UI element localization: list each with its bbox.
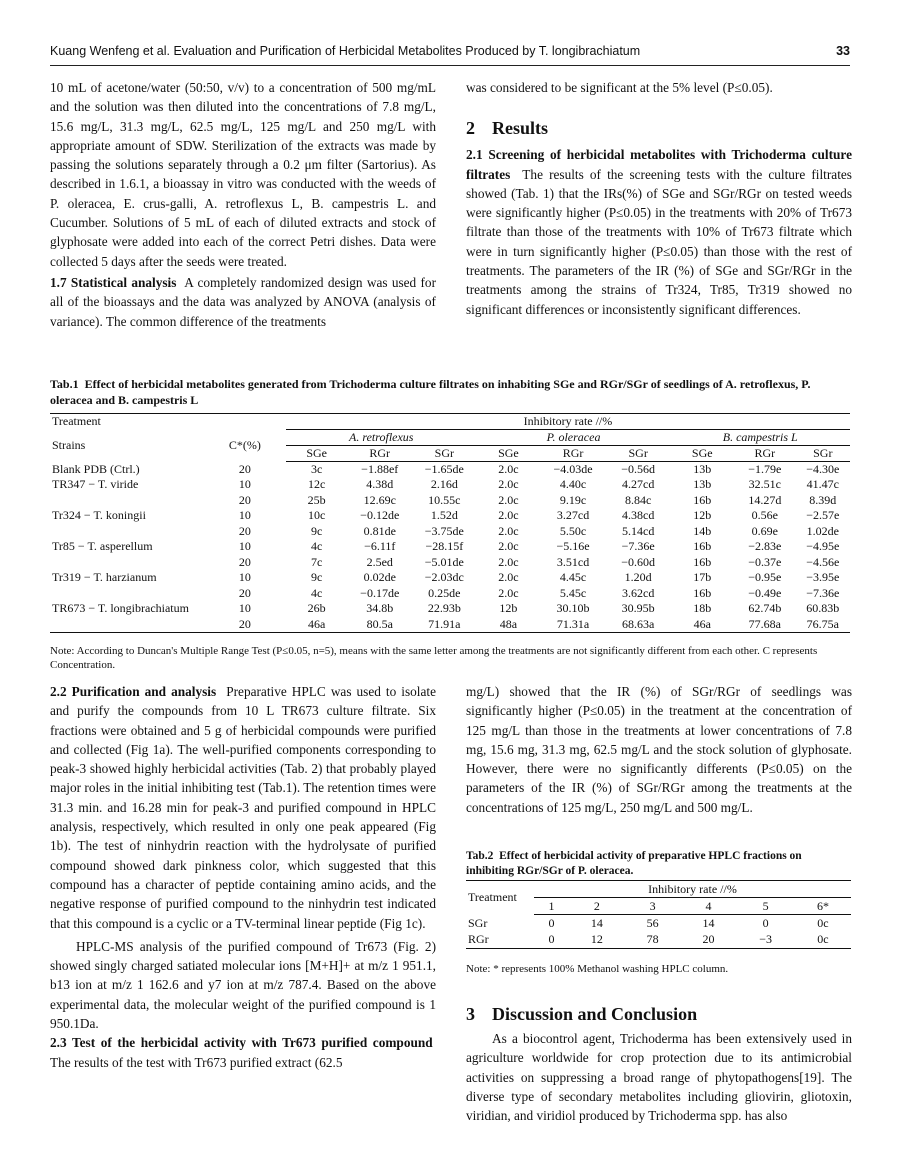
table1-row xyxy=(50,586,850,602)
table1-cell-value: −6.11f xyxy=(364,539,396,554)
table1-cell-value: −0.12de xyxy=(360,508,400,523)
table1-cell-strain: TR347 − T. viride xyxy=(52,477,139,492)
section-2-2-heading: 2.2 Purification and analysis xyxy=(50,684,217,699)
table1-cell-value: 12c xyxy=(307,477,326,492)
table1-cell-value: 0.69e xyxy=(751,523,778,538)
table1-cell-value: 3c xyxy=(310,462,323,476)
table1-cell-value: 2.0c xyxy=(498,554,519,569)
table2-cell-value: 0 xyxy=(762,915,769,930)
table1-cell-value: 22.93b xyxy=(427,601,461,616)
table1-cell-value: 9.19c xyxy=(559,492,587,507)
table1-cell-value: 10c xyxy=(307,508,326,523)
section-2-1 xyxy=(466,145,852,319)
table1-row xyxy=(50,601,850,617)
table1-cell-value: 9c xyxy=(310,570,323,585)
table1-cell-value: 13b xyxy=(693,477,712,492)
section-3-title: Discussion and Conclusion xyxy=(492,1004,698,1024)
table1-cell-value: 76.75a xyxy=(796,617,850,633)
table1-cell-value: 4.38d xyxy=(366,477,394,492)
table1-cell-value: 62.74b xyxy=(748,601,782,616)
table1-cell-value: 25b xyxy=(307,492,326,507)
section-2-3 xyxy=(50,1033,436,1072)
table2-caption-text: Effect of herbicidal activity of preparative HPLC fractions on inhibiting RGr/SGr of P. oleracea. xyxy=(466,850,802,877)
table1-cell-value: 4.27cd xyxy=(622,477,655,492)
table1-header-concentration: C*(%) xyxy=(228,438,261,452)
table1-subheader-sgr: SGr xyxy=(796,446,850,462)
table1-cell-value: 71.91a xyxy=(412,617,477,633)
table2-cell-value: 20 xyxy=(681,932,737,949)
table1-cell-value: −3.75de xyxy=(424,523,464,538)
section-2-1-heading: 2.1 Screening of herbicidal metabolites with Trichoderma culture filtrates xyxy=(466,147,852,182)
section-2-2-body: Preparative HPLC was used to isolate and purify the compounds from 10 L TR673 culture filtrate. Six fractions were obtained and 5 g of herbicidal compounds were purified and collected (Fig 1a). The well-purified components corresponding to peak-3 showed highly herbicidal activities (Tab. 2) that probably played major roles in the initial inhibiting test (Tab.1). The retention times were 31.3 min. and 16.28 min for peak-3 and purified compound in HPLC analysis, respectively, which resulted in only one peak appeared (Fig 1b). The test of ninhydrin reaction with the hydrolysate of purified compound showed dark pinkness color, which suggested that this compound has a character of peptide containing amino acids, and the negative response of purified compound to the ninhydrin test indicated that this compound is a cyclic or a TV-terminal linear peptide (Fig 1c). xyxy=(50,684,437,931)
table1-subheader-rgr: RGr xyxy=(734,446,796,462)
table1-cell-value: 0.25de xyxy=(428,585,461,600)
table1-cell-value: 5.14cd xyxy=(622,523,655,538)
left-column-bottom xyxy=(50,682,436,1072)
table1-cell-value: 1.52d xyxy=(430,508,458,523)
section-1-7-body: A completely randomized design was used for all of the bioassays and the data was analyzed by ANOVA (analysis of variance). The common difference of the treatments xyxy=(50,274,437,329)
table1-cell-value: 2.5ed xyxy=(366,554,393,569)
table1-cell-value: −2.57e xyxy=(806,508,840,523)
table1-cell-value: −7.36e xyxy=(621,539,655,554)
table1-cell-value: 4.45c xyxy=(559,570,587,585)
section-2-2 xyxy=(50,682,436,933)
table1-cell-value: 8.84c xyxy=(625,492,652,507)
table1-cell-value: −0.17de xyxy=(360,585,400,600)
table1-cell-value: 16b xyxy=(693,539,712,554)
table1-cell-value: 26b xyxy=(307,601,326,616)
table2-cell-value: 14 xyxy=(590,915,603,930)
table1-label: Tab.1 xyxy=(50,377,79,391)
table1-cell-concentration: 10 xyxy=(238,508,251,523)
section-2-3-body: The results of the test with Tr673 purified extract (62.5 xyxy=(50,1054,343,1070)
table1-subheader-rgr: RGr xyxy=(540,446,606,462)
running-header xyxy=(50,36,850,66)
table2-cell-value: 56 xyxy=(646,915,659,930)
table1-subheader-sgr: SGr xyxy=(606,446,671,462)
table1-cell-strain: Tr85 − T. asperellum xyxy=(52,539,153,554)
table1-cell-value: −1.65de xyxy=(424,462,464,476)
table1-row xyxy=(50,493,850,509)
table1-species-3: B. campestris L xyxy=(670,430,850,446)
section-3 xyxy=(466,1002,852,1125)
table1-cell-value: 41.47c xyxy=(806,477,839,492)
table1-cell-value: 2.16d xyxy=(430,477,458,492)
table1-cell-value: 9c xyxy=(310,523,323,538)
table1-cell-value: 10.55c xyxy=(428,492,461,507)
table1-cell-value: 46a xyxy=(286,617,348,633)
table1-cell-value: 60.83b xyxy=(806,601,840,616)
table1-cell-strain xyxy=(50,586,204,602)
section-2-1-body: The results of the screening tests with the culture filtrates showed (Tab. 1) that the IRs(%) of SGe and SGr/RGr on tested weeds were significantly higher (P≤0.05) in the treatments with 20% of Tr673 filtrate than those of the treatments with 10% of Tr673 filtrate which were in turn significantly higher (P≤0.05) than those with the rest of treatments. The parameters of the IR (%) of SGe and SGr/RGr in the treatments among the strains of Tr324, Tr85, Tr319 showed no significant differences or inconsistently significant differences. xyxy=(466,166,852,317)
table2-cell-name: SGr xyxy=(468,915,488,930)
section-1-7 xyxy=(50,273,436,331)
table2-cell-value: 0c xyxy=(817,915,829,930)
table1-cell-value: 32.51c xyxy=(748,477,781,492)
table1-cell-value: 4c xyxy=(310,585,323,600)
table1-subheader-rgr: RGr xyxy=(347,446,412,462)
section-2-3-heading: 2.3 Test of the herbicidal activity with Tr673 purified compound xyxy=(50,1035,433,1051)
table2-col-header: 2 xyxy=(569,898,625,915)
table1-cell-value: 3.51cd xyxy=(556,554,590,569)
table2-note: Note: * represents 100% Methanol washing HPLC column. xyxy=(466,963,729,975)
table1-cell-value: 4c xyxy=(310,539,323,554)
table1-cell-value: −1.88ef xyxy=(361,462,399,476)
table1-cell-value: 30.10b xyxy=(556,601,590,616)
table1-cell-concentration: 20 xyxy=(238,554,251,569)
table1-cell-strain xyxy=(50,617,204,633)
running-title: Kuang Wenfeng et al. Evaluation and Purification of Herbicidal Metabolites Produced by T. longibrachiatum xyxy=(50,44,641,58)
table1-cell-value: 48a xyxy=(477,617,541,633)
table1-cell-value: −0.56d xyxy=(621,462,656,476)
paragraph-significance: was considered to be significant at the 5% level (P≤0.05). xyxy=(466,80,773,95)
page-number: 33 xyxy=(836,44,850,58)
paragraph-discussion: As a biocontrol agent, Trichoderma has been extensively used in agriculture worldwide for crop protection due to its antimicrobial activities on suppressing a broad range of phytopathogens[19]. The diverse type of secondary metabolites including gliovirin, gliotoxin, viridian, and viridiol produced by Trichoderma spp. has also xyxy=(466,1031,852,1124)
table1-cell-value: 1.20d xyxy=(624,570,652,585)
table1-cell-value: 80.5a xyxy=(347,617,412,633)
table2-col-header: 4 xyxy=(681,898,737,915)
table1-species-1: A. retroflexus xyxy=(286,430,477,446)
table1-cell-value: −4.30e xyxy=(806,462,840,476)
table1-cell-concentration: 20 xyxy=(238,492,251,507)
table1-cell-value: 68.63a xyxy=(606,617,671,633)
table2-cell-value: −3 xyxy=(736,932,795,949)
section-3-heading xyxy=(466,1002,852,1026)
table1-cell-value: 77.68a xyxy=(734,617,796,633)
table1-cell-value: 12.69c xyxy=(363,492,396,507)
table1-cell-value: 71.31a xyxy=(540,617,606,633)
table1-cell-value: 2.0c xyxy=(498,523,519,538)
table1-cell-value: −3.95e xyxy=(806,570,840,585)
table1-cell-concentration: 10 xyxy=(238,570,251,585)
table1-cell-value: 18b xyxy=(693,601,712,616)
table2-col-header: 5 xyxy=(736,898,795,915)
paragraph-2-3-cont: mg/L) showed that the IR (%) of SGr/RGr of seedlings was significantly higher (P≤0.05) in the treatment at the concentration of 125 mg/L than those in the treatments at lower concentrations of 7.8 mg, 15.6 mg, 31.3 mg, 62.5 mg/L and the stock solution of glyphosate. However, there were no significantly differents (P≤0.05) on the parameters of the IR (%) of SGr/RGr among the treatments at the concentrations of 125 mg/L, 250 mg/L and 500 mg/L. xyxy=(466,684,852,815)
table1-cell-concentration: 10 xyxy=(238,477,251,492)
table1-row xyxy=(50,477,850,493)
paragraph-methods-cont: 10 mL of acetone/water (50:50, v/v) to a concentration of 500 mg/mL and the solution was then diluted into the concentrations of 7.8 mg/L, 15.6 mg/L, 31.3 mg/L, 62.5 mg/L, 125 mg/L and 250 mg/L with appropriate amount of SDW. Sterilization of the extracts was made by passing the solutions separately through a 0.2 μm filter (Sartorius). As described in 1.6.1, a bioassay in vitro was conducted with the weeds of P. oleracea, E. crus-galli, A. retroflexus L, B. campestris L. and Cucumber. Solutions of 5 mL of each of diluted extracts and stock of glyphosate were added into each of the correct Petri dishes. Data were collected 5 days after the seeds were treated. xyxy=(50,80,436,269)
table1-cell-value: 0.56e xyxy=(751,508,778,523)
table1-cell-value: 13b xyxy=(693,462,712,476)
table2-cell-value: 12 xyxy=(569,932,625,949)
table1-cell-value: 14b xyxy=(693,523,712,538)
table2-caption xyxy=(466,849,852,879)
table1-note: Note: According to Duncan's Multiple Range Test (P≤0.05, n=5), means with the same letter among the treatments are not significantly different from each other. C represents Concentration. xyxy=(50,645,818,671)
table2-cell-value: 0 xyxy=(534,932,569,949)
table2-header-treatment: Treatment xyxy=(466,881,534,915)
table1-cell-value: −5.01de xyxy=(424,554,464,569)
table1-cell-concentration: 20 xyxy=(204,617,286,633)
table1-cell-value: 3.62cd xyxy=(622,585,655,600)
table1-cell-value: 5.50c xyxy=(559,523,587,538)
table1-cell-concentration: 20 xyxy=(238,523,251,538)
table1-cell-value: 4.40c xyxy=(559,477,587,492)
table1-cell-strain xyxy=(50,555,204,571)
table1-cell-value: −1.79e xyxy=(748,462,782,476)
table2-cell-value: 0c xyxy=(795,932,851,949)
table1 xyxy=(50,413,850,633)
table2-col-header: 6* xyxy=(795,898,851,915)
table1-cell-value: 12b xyxy=(499,601,518,616)
table1-caption-text: Effect of herbicidal metabolites generated from Trichoderma culture filtrates on inhabiting SGe and RGr/SGr of seedlings of A. retroflexus, P. oleracea and B. campestris L xyxy=(50,377,811,407)
table1-cell-value: −2.83e xyxy=(748,539,782,554)
table1-cell-value: 12b xyxy=(693,508,712,523)
table1-header-strains: Strains xyxy=(52,438,86,452)
table1-cell-value: −4.03de xyxy=(553,462,593,476)
section-2-heading xyxy=(466,116,852,140)
table1-cell-value: 8.39d xyxy=(809,492,837,507)
table1-species-2: P. oleracea xyxy=(477,430,671,446)
section-2-number: 2 xyxy=(466,118,475,139)
table1-cell-strain: TR673 − T. longibrachiatum xyxy=(52,601,189,616)
right-column-top xyxy=(466,78,852,319)
table2-cell-value: 78 xyxy=(625,932,681,949)
section-1-7-heading: 1.7 Statistical analysis xyxy=(50,274,177,290)
table1-row xyxy=(50,617,850,633)
table1-cell-value: −0.95e xyxy=(748,570,782,585)
table1-row xyxy=(50,555,850,571)
table1-subheader-sge: SGe xyxy=(286,446,348,462)
table1-cell-value: −5.16e xyxy=(556,539,590,554)
table1-row xyxy=(50,508,850,524)
table2-cell-value: 14 xyxy=(702,915,715,930)
table1-cell-value: 2.0c xyxy=(498,508,519,523)
section-2-title: Results xyxy=(492,118,549,139)
table1-cell-strain: Tr319 − T. harzianum xyxy=(52,570,157,585)
table1-cell-value: −0.49e xyxy=(748,585,782,600)
left-column-top xyxy=(50,78,436,331)
table1-cell-value: 16b xyxy=(693,585,712,600)
table1-cell-value: −4.56e xyxy=(806,554,840,569)
table1-cell-value: 2.0c xyxy=(498,477,519,492)
table2-cell-value: 0 xyxy=(548,915,555,930)
table1-cell-value: 0.02de xyxy=(363,570,396,585)
table1-header-treatment: Treatment xyxy=(50,414,204,430)
table2-row xyxy=(466,932,851,949)
paragraph-hplc-ms: HPLC-MS analysis of the purified compound of Tr673 (Fig. 2) showed singly charged satiated molecular ions [M+H]+ at m/z 1 951.1, b13 ion at m/z 1 162.6 and y7 ion at m/z 787.4. Based on the above experimental data, the molecular weight of the purified compound is 1 950.1Da. xyxy=(50,938,436,1032)
table1-row xyxy=(50,524,850,540)
table1-cell-value: −28.15f xyxy=(425,539,464,554)
section-3-number: 3 xyxy=(466,1004,475,1024)
table1-subheader-sgr: SGr xyxy=(412,446,477,462)
table1-cell-value: 2.0c xyxy=(498,462,519,476)
table1-cell-value: 14.27d xyxy=(748,492,782,507)
table1-cell-value: 46a xyxy=(670,617,734,633)
table1-cell-value: 1.02de xyxy=(806,523,839,538)
table2-col-header: 3 xyxy=(625,898,681,915)
table1-cell-value: 2.0c xyxy=(498,539,519,554)
table2-cell-name: RGr xyxy=(466,932,534,949)
table1-cell-concentration: 10 xyxy=(238,539,251,554)
table1-caption xyxy=(50,376,850,408)
table1-cell-value: −4.95e xyxy=(806,539,840,554)
table1-subheader-sge: SGe xyxy=(670,446,734,462)
table1-cell-value: 17b xyxy=(693,570,712,585)
table2-row xyxy=(466,915,851,932)
table1-cell-value: −7.36e xyxy=(806,585,840,600)
table1-cell-value: 0.81de xyxy=(363,523,396,538)
table2-label: Tab.2 xyxy=(466,850,494,862)
table1-header-inhibitory: Inhibitory rate //% xyxy=(286,414,850,430)
table1-cell-value: 2.0c xyxy=(498,492,519,507)
table1-cell-strain: Tr324 − T. koningii xyxy=(52,508,146,523)
table1-cell-value: 34.8b xyxy=(366,601,394,616)
table2-col-header: 1 xyxy=(534,898,569,915)
table1-cell-value: 16b xyxy=(693,492,712,507)
table1-cell-value: 4.38cd xyxy=(622,508,655,523)
right-column-bottom xyxy=(466,682,852,817)
table1-row xyxy=(50,462,850,478)
table1-cell-value: 3.27cd xyxy=(556,508,590,523)
table2 xyxy=(466,880,851,949)
table1-cell-concentration: 20 xyxy=(238,585,251,600)
table1-cell-value: −0.37e xyxy=(748,554,782,569)
table1-cell-value: −0.60d xyxy=(621,554,656,569)
table1-cell-value: 2.0c xyxy=(498,585,519,600)
table2-header-inhibitory: Inhibitory rate //% xyxy=(534,881,851,898)
table1-cell-concentration: 10 xyxy=(238,601,251,616)
table1-row xyxy=(50,570,850,586)
table1-cell-value: −2.03dc xyxy=(424,570,464,585)
table1-cell-concentration: 20 xyxy=(238,461,251,476)
table1-cell-strain xyxy=(50,493,204,509)
table1-cell-value: 30.95b xyxy=(621,601,655,616)
table1-cell-value: 2.0c xyxy=(498,570,519,585)
table1-cell-strain xyxy=(50,524,204,540)
table1-subheader-sge: SGe xyxy=(477,446,541,462)
table1-cell-value: 7c xyxy=(310,554,323,569)
table1-cell-strain: Blank PDB (Ctrl.) xyxy=(52,461,140,476)
table1-row xyxy=(50,539,850,555)
table1-cell-value: 5.45c xyxy=(559,585,587,600)
table1-cell-value: 16b xyxy=(693,554,712,569)
